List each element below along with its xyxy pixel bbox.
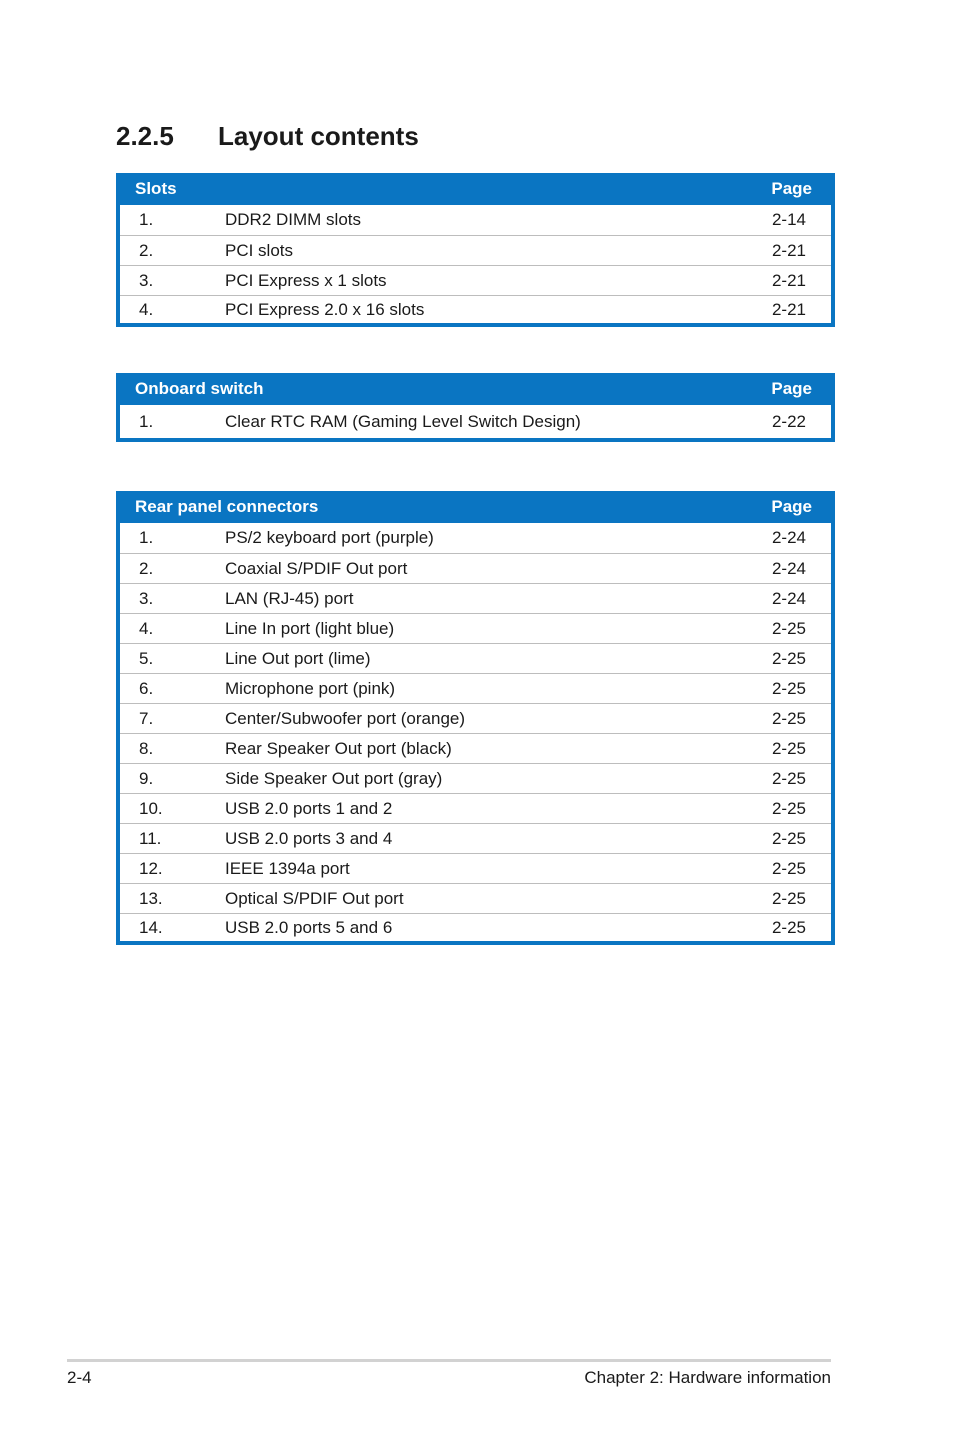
table-row xyxy=(120,205,831,235)
table-row xyxy=(120,643,831,673)
row-description: Optical S/PDIF Out port xyxy=(225,888,404,908)
section-title: Layout contents xyxy=(218,120,419,151)
row-page: 2-25 xyxy=(771,708,806,728)
row-page: 2-24 xyxy=(771,528,806,547)
row-number: 5. xyxy=(139,648,154,668)
table-row xyxy=(120,853,831,883)
row-number: 6. xyxy=(139,678,154,698)
table-row xyxy=(120,405,831,438)
table-row xyxy=(120,763,831,793)
row-page: 2-24 xyxy=(771,588,806,608)
row-number: 11. xyxy=(139,828,162,848)
row-description: USB 2.0 ports 3 and 4 xyxy=(225,828,393,848)
row-description: PCI Express 2.0 x 16 slots xyxy=(225,299,425,319)
row-number: 9. xyxy=(139,768,154,788)
row-page: 2-25 xyxy=(771,768,806,788)
row-page: 2-25 xyxy=(771,798,806,818)
row-description: PCI Express x 1 slots xyxy=(225,270,387,290)
table-row xyxy=(120,295,831,323)
row-number: 8. xyxy=(139,738,154,758)
row-page: 2-25 xyxy=(771,828,806,848)
section-heading xyxy=(116,118,419,154)
row-page: 2-21 xyxy=(771,240,806,260)
row-number: 10. xyxy=(139,798,163,818)
rear-panel-table xyxy=(116,491,835,945)
slots-table-header xyxy=(116,173,835,205)
table-row xyxy=(120,553,831,583)
slots-page-header: Page xyxy=(771,179,812,198)
table-row xyxy=(120,703,831,733)
row-page: 2-22 xyxy=(771,411,806,431)
table-row xyxy=(120,235,831,265)
row-description: USB 2.0 ports 1 and 2 xyxy=(225,798,393,818)
table-row xyxy=(120,823,831,853)
row-description: Clear RTC RAM (Gaming Level Switch Design) xyxy=(225,411,581,431)
row-description: Line Out port (lime) xyxy=(225,648,371,668)
row-description: Microphone port (pink) xyxy=(225,678,396,698)
table-row xyxy=(120,673,831,703)
table-row xyxy=(120,613,831,643)
slots-header-label: Slots xyxy=(135,179,177,198)
row-number: 3. xyxy=(139,270,154,290)
row-number: 1. xyxy=(139,210,154,229)
onboard-switch-table xyxy=(116,373,835,442)
row-number: 1. xyxy=(139,528,154,547)
rear-header-label: Rear panel connectors xyxy=(135,497,319,516)
row-description: Rear Speaker Out port (black) xyxy=(225,738,452,758)
onboard-table-header xyxy=(116,373,835,405)
row-page: 2-14 xyxy=(771,210,806,229)
row-number: 2. xyxy=(139,558,154,578)
row-description: Coaxial S/PDIF Out port xyxy=(225,558,408,578)
row-number: 1. xyxy=(139,411,154,431)
row-number: 12. xyxy=(139,858,163,878)
rear-page-header: Page xyxy=(771,497,812,516)
table-row xyxy=(120,265,831,295)
row-page: 2-25 xyxy=(771,618,806,638)
row-description: LAN (RJ-45) port xyxy=(225,588,354,608)
row-page: 2-24 xyxy=(771,558,806,578)
row-description: PCI slots xyxy=(225,240,294,260)
row-page: 2-21 xyxy=(771,299,806,319)
footer-divider xyxy=(67,1359,831,1362)
row-number: 3. xyxy=(139,588,154,608)
row-page: 2-25 xyxy=(771,917,806,937)
row-number: 4. xyxy=(139,618,154,638)
table-row xyxy=(120,883,831,913)
row-number: 13. xyxy=(139,888,163,908)
row-description: Side Speaker Out port (gray) xyxy=(225,768,443,788)
row-description: Center/Subwoofer port (orange) xyxy=(225,708,466,728)
row-page: 2-25 xyxy=(771,858,806,878)
footer-page-number: 2-4 xyxy=(67,1368,92,1387)
section-number: 2.2.5 xyxy=(116,120,174,151)
table-row xyxy=(120,793,831,823)
row-page: 2-21 xyxy=(771,270,806,290)
onboard-header-label: Onboard switch xyxy=(135,379,264,398)
footer-chapter: Chapter 2: Hardware information xyxy=(584,1368,831,1387)
row-page: 2-25 xyxy=(771,738,806,758)
table-row xyxy=(120,913,831,941)
row-number: 4. xyxy=(139,299,154,319)
row-page: 2-25 xyxy=(771,888,806,908)
row-number: 7. xyxy=(139,708,154,728)
row-description: IEEE 1394a port xyxy=(225,858,350,878)
table-row xyxy=(120,733,831,763)
onboard-page-header: Page xyxy=(771,379,812,398)
row-description: USB 2.0 ports 5 and 6 xyxy=(225,917,393,937)
row-description: Line In port (light blue) xyxy=(225,618,395,638)
row-number: 14. xyxy=(139,917,163,937)
table-row xyxy=(120,523,831,553)
slots-table xyxy=(116,173,835,327)
row-description: DDR2 DIMM slots xyxy=(225,210,362,229)
table-row xyxy=(120,583,831,613)
row-description: PS/2 keyboard port (purple) xyxy=(225,528,434,547)
row-page: 2-25 xyxy=(771,648,806,668)
rear-table-header xyxy=(116,491,835,523)
row-page: 2-25 xyxy=(771,678,806,698)
row-number: 2. xyxy=(139,240,154,260)
